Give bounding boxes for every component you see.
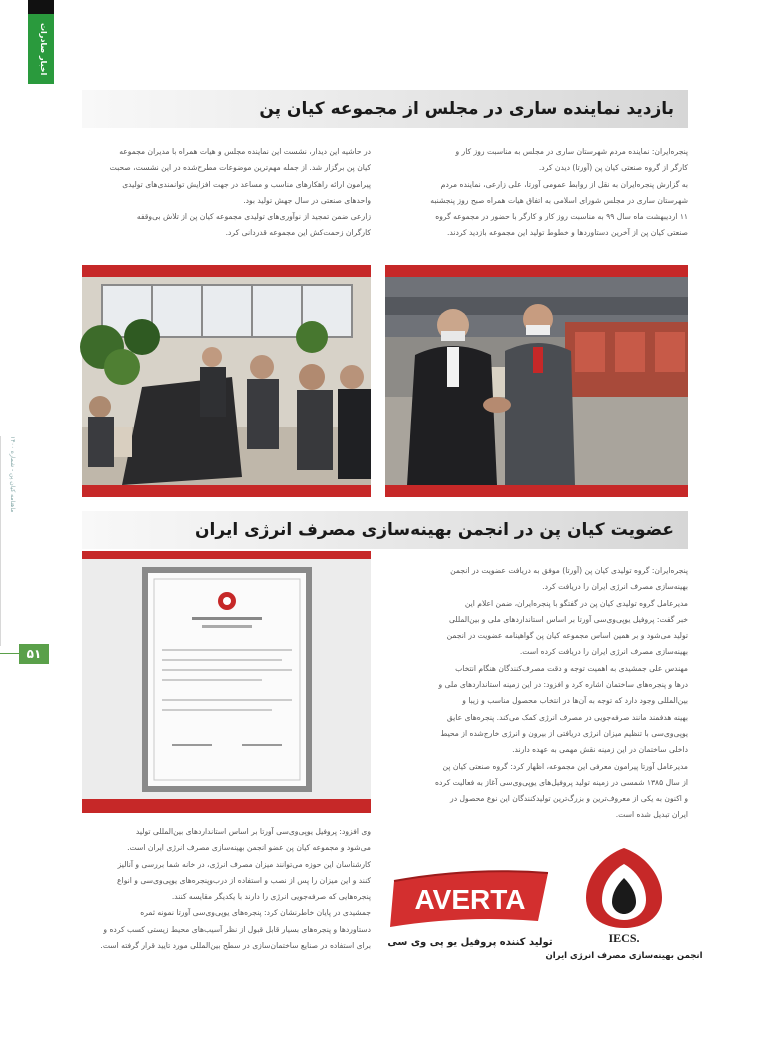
text-line: و اکنون به یکی از معروف‌ترین و بزرگ‌ترین تولیدکنندگان این نوع محصول در [450, 794, 688, 804]
text-line: خبر گفت: پروفیل یوپی‌وی‌سی آورتا بر اساس استانداردهای ملی و بین‌المللی [449, 614, 688, 624]
text-line: یوپی‌وی‌سی با تنظیم میزان انرژی دریافتی از بیرون و انرژی خارج‌شده از محیط [440, 728, 688, 738]
article-2-title: عضویت کیان پن در انجمن بهینه‌سازی مصرف انرژی ایران [195, 520, 674, 540]
article-1-header [82, 90, 688, 128]
text-line: برای استفاده در صنایع ساختمان‌سازی در سطح بین‌المللی مورد تایید قرار گرفته است. [100, 941, 371, 951]
article-2-column-left [82, 824, 371, 964]
averta-brand-text: AVERTA [414, 884, 526, 915]
text-line: مهندس علی جمشیدی به اهمیت توجه و دقت مصرف‌کنندگان هنگام انتخاب [455, 663, 688, 673]
text-line: پنجره‌هایی که صرفه‌جویی انرژی را دارند با یکدیگر مقایسه کنند. [171, 892, 371, 902]
text-line: پنجره‌ایران: گروه تولیدی کیان پن (آورتا) موفق به دریافت عضویت در انجمن [450, 566, 688, 575]
text-line: در حاشیه این دیدار، نشست این نماینده مجلس و هیات همراه با مدیران مجموعه [119, 147, 371, 156]
text-line: کنند و این میزان را پس از نصب و استفاده از درب‌وپنجره‌های یوپی‌وی‌سی و انواع [117, 875, 371, 885]
text-line: ایران تبدیل شده است. [615, 810, 688, 820]
margin-issue-text: ماهنامه کیان پن - شماره ۱۴۰۰ [9, 436, 16, 513]
article-2-column-right [385, 563, 688, 838]
iecs-logo [545, 842, 703, 962]
text-line: به گزارش پنجره‌ایران به نقل از روابط عمومی آورتا، علی زارعی، نماینده مردم [440, 179, 688, 189]
text-line: صنعتی کیان پن از آخرین دستاوردها و خطوط تولید این مجموعه بازدید کردند. [446, 228, 688, 238]
certificate-image [82, 559, 371, 799]
text-line: ۱۱ اردیبهشت ماه سال ۹۹ به مناسبت روز کار و کارگر با حضور در مجموعه گروه [435, 212, 688, 222]
text-line: بهینه‌سازی مصرف انرژی ایران را دریافت کرد. [542, 582, 688, 592]
text-line: مدیرعامل گروه تولیدی کیان پن در گفتگو با پنجره‌ایران، ضمن اعلام این [464, 598, 688, 608]
article-1-column-left [82, 144, 371, 249]
text-line: تولید می‌شود و بر همین اساس مجموعه کیان پن گواهینامه عضویت در انجمن [446, 631, 688, 641]
iecs-acronym: IECS. [608, 931, 640, 945]
section-tab-label: اخبار صادرات [39, 22, 48, 76]
text-line: کارگر از گروه صنعتی کیان پن (آورتا) دیدن کرد. [538, 163, 688, 173]
iecs-logo-mark [545, 842, 703, 962]
text-line: کارشناسان این حوزه می‌توانند میزان مصرف انرژی، در خانه شما بررسی و آنالیز [117, 859, 371, 869]
averta-logo-mark [388, 863, 554, 957]
page-number: ۵۱ [19, 644, 49, 664]
text-line: شهرستان ساری در مجلس شورای اسلامی به اتفاق هیات همراه صبح روز پنجشنبه [430, 195, 688, 205]
averta-tagline: تولید کننده پروفیل یو پی وی سی [387, 937, 553, 948]
text-line: از سال ۱۳۸۵ شمسی در زمینه تولید پروفیل‌های یوپی‌وی‌سی آغاز به فعالیت کرده [435, 777, 688, 787]
text-line: پنجره‌ایران: نماینده مردم شهرستان ساری در مجلس به مناسبت روز کار و [455, 147, 688, 156]
text-line: دستاوردها و پنجره‌های بسیار قابل قبول از نظر آسیب‌های محیط زیستی کسب کرده و [103, 924, 371, 934]
text-line: می‌شود و مجموعه کیان پن عضو انجمن بهینه‌سازی مصرف انرژی ایران است. [127, 843, 371, 853]
article-1-column-right [385, 144, 688, 249]
iecs-name: انجمن بهینه‌سازی مصرف انرژی ایران [545, 951, 703, 961]
page-number-rule [0, 653, 19, 654]
text-line: وی افزود: پروفیل یوپی‌وی‌سی آورتا بر اساس استانداردهای بین‌المللی تولید [135, 827, 371, 836]
certificate-photo [82, 551, 371, 813]
section-tab-cap [28, 0, 54, 14]
handshake-photo [385, 265, 688, 497]
text-line: واحدهای صنعتی در سال جهش تولید بود. [243, 195, 371, 205]
meeting-photo [82, 265, 371, 497]
meeting-photo-image [82, 277, 371, 485]
text-line: زارعی ضمن تمجید از نوآوری‌های تولیدی مجموعه کیان پن از تلاش بی‌وقفه [136, 212, 371, 222]
article-1-title: بازدید نماینده ساری در مجلس از مجموعه کیان پن [259, 99, 674, 119]
article-2-header [82, 511, 688, 549]
text-line: بهینه‌سازی مصرف انرژی ایران را دریافت کرده است. [519, 647, 688, 657]
text-line: بهینه هدفمند مانند صرفه‌جویی در مصرف انرژی کمک می‌کند. پنجره‌های عایق [446, 712, 688, 722]
text-line: جمشیدی در پایان خاطرنشان کرد: پنجره‌های یوپی‌وی‌سی آورتا نمونه ثمره [140, 908, 371, 918]
text-line: پیرامون ارائه راهکارهای مناسب و مساعد در جهت افزایش توانمندی‌های تولیدی [122, 179, 371, 189]
text-line: مدیرعامل آورتا پیرامون معرفی این مجموعه، اظهار کرد: گروه صنعتی کیان پن [442, 761, 688, 771]
handshake-photo-image [385, 277, 688, 485]
text-line: کیان پن برگزار شد. از جمله مهم‌ترین موضوعات مطرح‌شده در این نشست، صحبت [109, 163, 371, 173]
averta-logo [388, 863, 554, 957]
text-line: کارگران زحمت‌کش این مجموعه قدردانی کرد. [225, 228, 371, 238]
text-line: داخلی ساختمان در این زمینه نقش مهمی به عهده دارند. [512, 745, 688, 755]
text-line: بین‌المللی وجود دارد که توجه به آن‌ها در انتخاب محصول مناسب و زیبا و [462, 696, 688, 706]
text-line: درها و پنجره‌های ساختمان اشاره کرد و افزود: در این زمینه استانداردهای ملی و [438, 680, 688, 690]
